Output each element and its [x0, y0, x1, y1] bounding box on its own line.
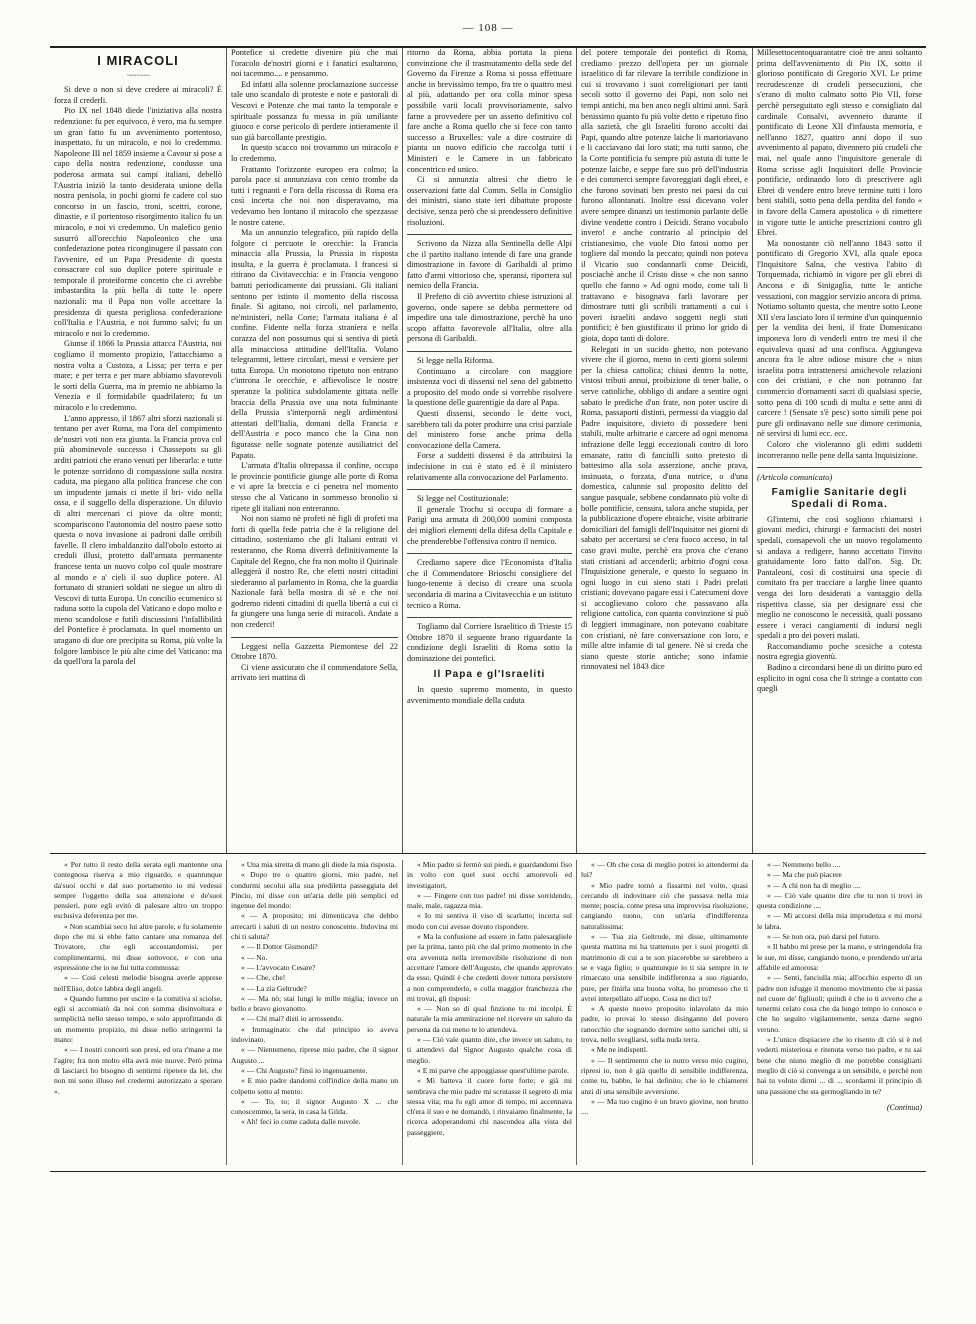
column-1-body	[54, 85, 222, 668]
paragraph: Ci viene assicurato che il commendatore Sella, arrivato ieri mattina di	[231, 662, 398, 683]
page-number: — 108 —	[462, 22, 514, 34]
paragraph: Ed infatti alla solenne proclamazione successe tale uno scandalo di proteste e note e pastorali di Vescovi e Potenze che mai tanto la temporale e spirituale possanza fu messa in più umiliante giuoco e corse pericolo di perdere intieramente il suo già barcollante prestigio.	[231, 79, 398, 142]
paragraph: « Mi batteva il cuore forte forte; e già mi sembrava che mio padre mi scrutasse il segreto di mia stessa vita; ma fu egli amor di tempo, mi accennava ch'era il suo e ne domandò, i rinvaiamo finalmente, la ricerca adoperandomi chi nascondea alla vista del passeggiere,	[407, 1076, 572, 1137]
article-heading-papa-israeliti: Il Papa e gl'Israeliti	[433, 669, 546, 681]
divider	[407, 553, 572, 554]
divider	[757, 467, 922, 468]
paragraph: « Una mia stretta di mano gli diede la mia risposta.	[241, 860, 397, 869]
paragraph: Il generale Trochu si occupa di formare a Parigi una armata di 200,000 uomini composta dei migliori elementi della difesa della Capitale e che prenderebbe l'offensiva contro il nemico.	[407, 504, 572, 546]
article-note: (Articolo comunicato)	[757, 472, 833, 483]
paragraph: « Me ne indispettì.	[591, 1045, 648, 1055]
feuilleton-section	[50, 860, 926, 1165]
paragraph: « — No.	[241, 952, 268, 962]
divider	[407, 617, 572, 618]
paragraph: « — La zia Geltrude?	[241, 983, 307, 993]
paragraph: Si legge nella Riforma.	[417, 356, 494, 366]
paragraph: L'anno appresso, il 1867 altri sforzi nazionali si tentano per aver Roma, ma l'ora del compimento de'nostri voti non era giunta. la Francia prova col più abominevole successo i Chassepots su gli arditi patrioti che erano venuti per liberarla: e tutte le potenze sorridono di compassione sulla nostra caduta, ma piegano alla politica francese che con un impudente jamais ci mette il bri- vido nella ossa, e il suggello della disperazione. Un diluvio di altri mercenari ci piove da oltre monti; scompariscono l'autonomia del nostro paese sotto questa o nova invasione ai padroni dalle orribili favelle. Il clero imbaldanzito dall'obolo estorto ai creduli illusi, protetto dall'armata permanente francese tenta un nuovo colpo col quale mostrare al mondo e a' cieli il suo duplice potere. Al fortunato di stranieri soldati ne siegue un altro di Vescovi di tutta Europa. Un concilio ecumenico si raduna sotto la cupola del Vaticano e dopo molto e meno scandolose e futili discussioni l'infallibilità del Pontefice è proclamata. In quel momento un uragano di due ore precipita su Roma, più volte la folgore lambisce le più alte cime del Vaticano: ma da quell'ora la parola del	[54, 413, 222, 667]
feuilleton-column-5	[752, 860, 926, 1165]
paragraph: « Io mi sentiva il viso di scarlatto; incerta sul modo con cui avesse dovuto rispondere.	[407, 911, 572, 931]
paragraph: Frattanto l'orizzonte europeo era colmo; la parola pace si annunziava con cento trombe da tutti i regnanti e l'ora della riscossa di Roma era così incerta che noi non disperavamo, ma vedevamo ben lontano il miracolo che spezzasse le nostre catene.	[231, 164, 398, 227]
divider	[407, 489, 572, 490]
paragraph: « E mi parve che appoggiasse quest'ultime parole.	[417, 1065, 569, 1075]
paragraph: « — Il Dottor Gismondi?	[241, 942, 318, 952]
paragraph: Si legge nel Costituzionale:	[417, 494, 509, 504]
paragraph: « Non scambiai seco lui altre parole, e fu solamente dopo che mi si ebbe fatto cantare una romanza del Trovatore, che egli accostandomisi, per complimentarmi, mi disse sottovoce, e con una espressione che io ne fui tutta commossa:	[54, 921, 222, 972]
column-5	[752, 48, 926, 853]
paragraph: Ma nonostante ciò nell'anno 1843 sotto il pontificato di Gregorio XVI, alla quale epoca l'Inquisitore Salna, che vestiva l'abito di Torquemada, richiamò in vigore per gli ebrei di Ancona e di Sinigaglia, tutte le antiche vessazioni, con maggior servizio ancora di prima. Notiamo soltanto questa, che mentre sotto Leone XII s'era lasciato loro il termine d'un quinquennio per la vendita dei beni, il frate Domenicano imponeva loro di venderli entro tre mesi il che equivaleva quasi ad una confisca. Aggiungeva ancora fra le altre odiose misure che « niun israelita potra intrattenersi amichevole relazioni con dei cristiani, e che non potranno far commercio d'ornamenti sacri di qualsiasi specie, sotto pena di 100 scudi di multa e sette anni di carcere ! (Sensate s'è pesc) sotto simili pene poi pure gli ordinavano nelle sue dimore cerimonia, nè servirsi di lumi ecc. ecc.	[757, 238, 922, 439]
paragraph: Gl'interni, che così sogliono chiamarsi i giovani medici, chirurgi e farmacisti dei nostri spedali, consapevoli che un nuovo regolamento si andava a redigere, hanno accettato l'invito gratuidamente loro fatto dall'on. Sig. Dr. Pantaleoni, così di costituirsi una specie di comitato fra per tracciare a larghe linee quanto venga dei loro desiderati a vantaggio della rispettiva classe, sia per designare essi che meglio ne conoscono le necessità, quali possano essere i veraci cangiamenti di indursi negli spedali a pro dei poveri malati.	[757, 514, 922, 641]
feuilleton-column-4	[576, 860, 752, 1165]
paragraph: Ma un annunzio telegrafico, più rapido della folgore ci percuote le orecchie: la Francia minaccia alla Prussia, la Prussia in risposta insulta, e la guerra è proclamata. I francesi si ritirano da Civitavecchia: e in Francia vengono battuti periodicamente dai prussiani. Gli italiani sentono per istinto il momento della riscossa finale. Si agitano, noi circoli, nel parlamento, ne'ministeri, nella Corte; l'armata italiana è al confine. Fidente nella forza straniera e nella corazza del non possumus qui si sentiva di pietà alla minacciosa attitudine dell'Italia. Volano telegrammi, lettere circolari, messi e versiere per tutta Europa. Un monotono ripetuto non entrano c'introna le orecchie, e affievolisce le nostre speranze la politica subdolamente gittata nelle braccia della Prussia ove una nota fulminante della Prussia s'interpornà negli ardimentosi attentati dell'Italia, domani della Francia e dell'Austria e poco manco che la Cina non figurasse nelle sognate potenze ausiliatrici del Papato.	[231, 228, 398, 460]
column-1	[50, 48, 226, 853]
paragraph: « — Se non ora, può darsi pel futuro.	[767, 932, 881, 942]
paragraph: « — Oh che cosa di meglio potrei io attendermi da lui?	[581, 860, 748, 880]
divider	[231, 637, 398, 638]
paragraph: « Il babbo mi prese per la mano, e stringendola fra le sue, mi disse, cangiando tuono, e prendendo un'aria affabile ed amorosa:	[757, 942, 922, 972]
paragraph: « — Chi mai? disti io arrossendo.	[241, 1014, 344, 1024]
paragraph: Questi dissensi, secondo le dette voci, sarebbero tali da poter produrre una crisi parziale del ministero forse anche prima della convocazione della Camera.	[407, 409, 572, 450]
paragraph: Pio IX nel 1848 diede l'iniziativa alla nostra redenzione: fu per equivoco, è vero, ma fu sempre un gran fatto fu un avvenimento portentoso, inaspettato, fu un miracolo, e noi lo credemmo. Napoleone III nel 1859 insieme a Cavour si pose a capo della nostra redenzione, condusse una poderosa armata sui campi italiani, debellò l'Austria iniziò la tanto desiderata unione della nostra penisola, in pochi giorni fe cadere col suo concorso in un fascio, troni, scettri, corone, dinastie, e il portentoso risorgimento italico fu un miracolo, e noi vi credemmo. Un malefico genio susurrò all'orecchio Napoleonico che una confederazione potea riconginugere il passato con l'avvenire, ed un Papa Presidente di questa consacrare col suo duplice potere spirituale e temporale il proteiforme concetto che ci avrebbe imbastardita la più bella di tutte le opere nazionali: ma il Papa non volle accettare la presidenza di questa perigliosa confederazione coll'Italia e l'Austria, e noi fummo salvi; fu un miracolo e noi lo credemmo.	[54, 106, 222, 338]
paragraph: « Ah! feci io come caduta dalle nuvole.	[241, 1117, 361, 1127]
paragraph: « E mio padre dandomi coll'indice della mano un colpetto sotto al mento:	[231, 1076, 398, 1096]
paragraph: « — Nemmeno bello ....	[767, 860, 841, 869]
paragraph: « — Tua zia Geltrude, mi disse, ultimamente questa mattina mi ha trattenuto per i suoi progetti di matrimonio di cui a te son piacerebbe se sarebbero a se e vaga figlio; o quantunque io ti sia sempre in te rimarcato una sensibile indifferenza a suo riguardo, pure, per finirla una buona volta, ho promesso che ti avrei interpellato all'uopo. Cosa ne dici tu?	[581, 932, 748, 1003]
paragraph: « Mio padre tornò a fissarmi nel volto, quasi cercando di indovinare ciò che passava nella mia mente; poscia, come presa una improvvisa risoluzione, cangiando tuono, con un'aria d'indifferenza naturalissima:	[581, 880, 748, 931]
feuilleton-column-1	[50, 860, 226, 1165]
paragraph: In questo supremo momento, in questo avvenimento mondiale della caduta	[407, 685, 572, 705]
paragraph: Crediamo sapere dice l'Economista d'Italia che il Commendatore Brioschi consigliere del luogo-tenente à deciso di creare una scuola secondaria di marina a Civitavecchia e un istituto tecnico a Roma.	[407, 558, 572, 610]
upper-section	[50, 48, 926, 853]
paragraph: Relegati in un sucido ghetto, non potevano vivere che il giorno, meno in certi giorni solenni per la chiesa cattolica; chiusi dentro la notte, vistosi tributi annui, proibizione di tener balie, o serve cattoliche, obbligo di andare a sentire ogni sabato le prediche d'un frate, non poter uscire di Roma, passaporti distinti, permessi da viaggio dal Padre inquisitore, divieto di possedere beni stabili, multe arbitrarie e carcere ad ogni menoma infrazione delle leggi eccezionali contro di loro emanate, ratto di fanciulli sotto pretesto di battesimo alla sola asserzione, anche prava, insinuata, o forzata, d'una nutrice, o d'una domestica, calunnie sul proposito delitto del sangue pasquale, sebbene condannato più volte di bolle pontificie, censura, talora anche stupida, per la pubblicazione d'opere ebraiche, visite arbitrarie domiciliari del famigli dell'Inquisitor nei giorni di sabato per accertarsi se c'era fuoco acceso, in tal caso gravi multe, perchè era prova che c'erano stati cristiani ad accenderli; arbitrio d'ogni cosa l'Inquisizione generale, e questo lo seguano in ogni luogo in cui sieno stati i Padri prelati cristiani; dovevano pagare essi i Catecumeni dove si accoglievano coloro che passavano alla religione cattolica, con quanta convinzione si può di leggieri immaginare, non potevano coabitare con cristiani, nè fare conversazione con loro, e mille altre infamie di tal genere. Nè si creda che siano queste storie antiche; sono infamie rinnovatesi nel 1843 dice	[581, 344, 748, 672]
paragraph: Raccomandiamo poche scesiche a cotesta nostra egregia gioventù.	[757, 641, 922, 662]
paragraph: « — Ma che può piacere	[767, 870, 842, 880]
title-ornament: ~~~~~~~~	[126, 71, 150, 80]
paragraph: « — Che, che!	[241, 973, 286, 983]
feuilleton-column-2	[226, 860, 402, 1165]
newspaper-page	[50, 22, 926, 1172]
continua-label: (Continua)	[886, 1102, 922, 1112]
paragraph: Si deve o non si deve credere ai miracoli? È forza il crederli.	[54, 85, 222, 105]
paragraph: « — Ciò vale quanto dire, che invece un saluto, tu ti attendevi dal Signor Augusto qualche cosa di meglio.	[407, 1035, 572, 1065]
paragraph: « — Fingere con tuo padre! mi disse sorridendo, male, male, ragazza mia.	[407, 890, 572, 911]
paragraph: « — A chi non ha di meglio ....	[767, 880, 861, 890]
paragraph: Togliamo dal Corriere Israelitico di Trieste 15 Ottobre 1870 il seguente brano riguardante la condizione degli Israeliti di Roma sotto la dominazione dei pontefici.	[407, 622, 572, 663]
column-3	[402, 48, 576, 853]
paragraph: Leggesi nella Gazzetta Piemontese del 22 Ottobre 1870.	[231, 641, 398, 662]
paragraph: Scrivono da Nizza alla Sentinella delle Alpi che il partito italiano intende di fare una grande dimostrazione in favore di Garibaldi al primo fatto d'armi vittorioso che, speransi, riportera sul nemico della Francia.	[407, 239, 572, 291]
paragraph: « — Nientemeno, riprese mio padre, che il signor Augusto ...	[231, 1045, 398, 1065]
paragraph: Ci si annunzia altresì che dietro le osservazioni fatte dal Comm. Sella in Consiglio dei ministri, siano state ieri dibattute proposte decisive, senza però che si prendessero definitive risoluzioni.	[407, 175, 572, 227]
column-4	[576, 48, 752, 853]
bottom-rule	[50, 1171, 926, 1172]
section-rule	[50, 853, 926, 854]
paragraph: « — I nostri concerti son presi, ed ora r'mane a me l'agire; fra non molto ella avrà mie nuove. Però prima di lasciarci ho bisogno di sentirmi ripetere da lei, che non mi sono illuso nel credermi autorizzato a sperare ».	[54, 1045, 222, 1096]
article-heading-famiglie-sanitarie: Famiglie Sanitarie degli Spedali di Roma.	[771, 486, 908, 510]
paragraph: « Immaginato: che dal principio io aveva indovinato.	[231, 1024, 398, 1045]
paragraph: « — Il sentimento che io nutro verso mio cugino, ripresi io, non è già quello di sensibile indifferenza, come tu, babbo, le hai definito; che io le chiamerei anzi di una sensibile avversione.	[581, 1055, 748, 1096]
column-2	[226, 48, 402, 853]
paragraph: « — L'avvocato Cesare?	[241, 962, 316, 972]
paragraph: « — A proposito; mi dimenticava che debbo arrecarti i saluti di un nostro conoscente. Indovina mi chi ti saluta?	[231, 911, 398, 942]
paragraph: Il Prefetto di ciò avvertito chiese istruzioni al governo, onde sapere se debba permettere od impedire una tale dimostrazione, perchè ha uno scopo affatto favorevole all'Italia, oltre alla persona di Garibaldi.	[407, 292, 572, 344]
paragraph: In questo scacco noi trovammo un miracolo e lo credemmo.	[231, 143, 398, 163]
paragraph: « Quando fummo per uscire e la comitiva si sciolse, egli si accomiatò da noi con somma disinvoltura e semplicità nello stesso tempo, e solo approfittando di un momento propizio, mi disse nello stringermi la mano:	[54, 993, 222, 1045]
paragraph: Millesettocentoquarantatre cioè tre anni soltanto prima dell'avvenimento di Pio IX, sotto il glorioso pontificato di Gregorio XVI. Le prime recrudescenze di crudeli persecuzioni, che s'erano di molto calmato sotto Pio VII, forse perchè perseguitato egli stesso e consigliato dal cardinale Consalvi, avvennero durante il pontificato di Leone XII d'infausta memoria, e nell'anno 1827, quattro anni dopo il suo avvenimento al papato, divennero più crudeli che mai, nel quale anno l'inquisitore generale di Roma scrisse agli Inquisitori delle Provincie pontificie, ordinando loro di prescrivere agli Ebrei di vendere entro breve termine tutti i loro beni stabili, sotto pena della perdita del fondo « in favore della Camera apostolica » di rimettere in vigore tutte le antiche prescrizioni contro gli Ebrei.	[757, 48, 922, 238]
article-title-miracoli: I MIRACOLI	[97, 53, 179, 68]
paragraph: « — To, to; il signor Augusto X ... che conoscemmo, la sera, in casa la Gilda.	[231, 1096, 398, 1117]
paragraph: Continuano a circolare con maggiore insistenza voci di dissensi nel seno del gabinetto a proposito del modo onde si vorrebbe risolvere la questione delle guarentigie da dare al Papa.	[407, 366, 572, 408]
paragraph: « — Ma nò; stai lungi le mille miglia; invece un bello e bravo giovanotto.	[231, 993, 398, 1014]
paragraph: Forse a suddetti dissensi è da attribuirsi la indecisione in cui è stato ed è il ministero relativamente alla convocazione del Parlamento.	[407, 451, 572, 482]
paragraph: « — Mi accorsi della mia imprudenza e mi morsi le labra.	[757, 911, 922, 931]
paragraph: « Mio padre si fermò sui piedi, e guardandomi fiso in volto con quel suoi occhi amorevoli ed investigatori,	[407, 860, 572, 890]
paragraph: Pontefice si credette divenire più che mai l'oracolo de'nostri giorni e i fanatici esultarono, noi tacemmo.... e pensammo.	[231, 48, 398, 79]
paragraph: L'armata d'Italia oltrepassa il confine, occupa le provincie pontificie giunge alle porte di Roma e vi apre la breccia e ci penetra nel momento stesso che al Vaticano in sommesso bronolio si ripete gli italiani non entreranno.	[231, 461, 398, 513]
paragraph: « L'unico dispiacere che io risento di ciò si è nel vederti misteriosa e ritenuta verso tuo padre, e tu sai bene che niuno meglio di me potrebbe consigliarti meglio di ciò si convenga a un sensibile, e perchè non hai tu voluto dirmi ... di ... scordarmi il principio di una passione che sta germogliando in te?	[757, 1035, 922, 1096]
paragraph: « — Ciò vale quanto dire che tu non ti trovi in questa condizione ....	[757, 890, 922, 911]
paragraph: « Per tutto il resto della serata egli mantenne una contegnosa riserva a mio riguardo, e quantunque da'suoi occhi e dal suo portamento io mi vedessi sempre l'oggetto della sua attenzione e de'suoi pensieri, pure egli evitò di palesare altro un troppo esclusiva deferenza per me.	[54, 860, 222, 921]
paragraph: « — Così celesti melodie bisogna averle apprese nell'Eliso, dolce labbra degli angeli.	[54, 973, 222, 993]
paragraph: Giunse il 1866 la Prussia attacca l'Austria, noi cogliamo il momento propizio, l'attacchiamo a nostra volta a Custoza, a Lissa; per terra e per mare; e per terra e per mare abbiamo sfavorevoli le sorti della Guerra, ma in premio ne abbiamo la Venezia e il formidabile quadrilatero; fu un miracolo e lo credemmo.	[54, 339, 222, 412]
divider	[407, 351, 572, 352]
feuilleton-column-3	[402, 860, 576, 1165]
paragraph: « Dopo tre o quattro giorni, mio padre, nel condurmi secolui alla sua prediletta passeggiata del Pincio, mi disse con un'aria delle più semplici ed ingenue del mondo:	[231, 870, 398, 911]
paragraph: Coloro che violeranno gli editti suddetti incorreranno nelle pene della santa Inquisizione.	[757, 439, 922, 460]
paragraph: « — Senti, fanciulla mia; all'occhio esperto di un padre non isfugge il menomo movimento che si passa nel cuore de' figliuoli; quindi è che io ti avverto che a tenermi celato cosa che da lungo tempo io conosco e che ho seguito vigilantemente, senza darne segno veruno.	[757, 973, 922, 1034]
paragraph: « — Chi Augusto? finsi io ingenuamente.	[241, 1065, 368, 1075]
paragraph: Noi non siamo nè profeti nè figli di profeti ma forti di quella fede patria che è la religione del cittadino, sosteniamo che gli Italiani entrati vi resteranno, che Roma diverrà definitivamente la Capitale del Regno, che fra non molto il Quirinale alleggerà il nostro Re, che eletti nostri cittadini siederanno al parlamento in Roma, che la guardia Nazionale farà bella mostra di sè e che noi godremo ridenti cittadini di quella libertà a cui ci fa giungere una lunga serie di miracoli. Andate a non crederci!	[231, 514, 398, 630]
paragraph: Badino a circondarsi bene di un diritto puro ed esplicito in ogni cosa che li stringe a contatto con quegli	[757, 663, 922, 694]
paragraph: del potere temporale dei pontefici di Roma, crediamo prezzo dell'opera per un giornale israelitico di far rilevare la terribile condizione in cui si trovavano i suoi correligionari per tanti secoli sotto il governo dei Papi, non solo nei tempi antichi, ma ben anco negli ultimi anni. Sarà benissimo quanto fu più volte detto e ripetuto fino alla sazietà, che gli Israeliti furono accolti dai Papi, quando altre potenze laiche li martoriavano e li cacciavano dai loro stati; ma tutti sanno, che la Corte pontificia fu sempre più astuta di tutte le potenze laiche, e seppe fare suo prò dell'industria e dei commerci sempre favoreggiati dagli ebrei, e che furono sovinati ben presto nei paesi da cui furono allontanati. Inoltre essi dicevano voler avere sempre dinanzi un testimonio parlante delle divine vendette contro i Deicidi. Strano vocabolo invero! e anche contrario al principio del cristianesimo, che vuole Dio fatosi uomo per togliere dal mondo la peccato; quindi non poteva il Vicario suo condannarli come Deicidi, posciachè anche il Cristo disse « che non sanno quello che fanno » Ad ogni modo, come tali li trattavano e bisognava farli lavorare per dimostrare tutti gli scribili trattamenti a cui i poveri israeliti andavo soggetti negli stati pontifici; è ben giustificato il primo lor grido di gioia, dopo tanti di dolore.	[581, 48, 748, 344]
divider	[407, 234, 572, 235]
paragraph: ritorno da Roma, abbia portata la piena convinzione che il trasmutamento della sede del Governo da Firenze a Roma si possa effettuare anche in brevissimo tempo, fra tre o quattro mesi al più, adattando per ora colla minor spesa possibile varii locali provvisoriamente, salvo farne a provvedere per un assetto definitivo col fare anche a Roma quello che si fece con tanto successo a Bruxelles: vale a dire costruire di pianta un nuovo edificio che raccolga tutti i Ministeri e le Camere in un fabbricato concentrico ed unico.	[407, 48, 572, 174]
paragraph: « — Ma tuo cugino è un bravo giovine, non brutto ....	[581, 1096, 748, 1117]
paragraph: « Ma la confusione ad essere in fatto palesargliele per la prima, tanto più che dal primo momento in che era avvenuta nella irremovibile risoluzione di non accettare l'amore dell'Augusto, che quando approvato da esso. Quindi è che credetti dover tuttora persistere a non comprenderlo, e colla maggior franchezza che mi trovai, gli risposi:	[407, 932, 572, 1003]
paragraph: « A questo nuovo proposito inlavolato da mio padre, io provai lo stesso disinganno del povero ranocchio che sognando dormire sotto sarichei ulti, si trova, nello svegliarsi, sulla nuda terra.	[581, 1004, 748, 1045]
paragraph: « — Non so di qual finzione tu mi incolpi. È naturale la mia ammirazione nel ricevere un saluto da persona da cui meno te lo attendeva.	[407, 1004, 572, 1034]
